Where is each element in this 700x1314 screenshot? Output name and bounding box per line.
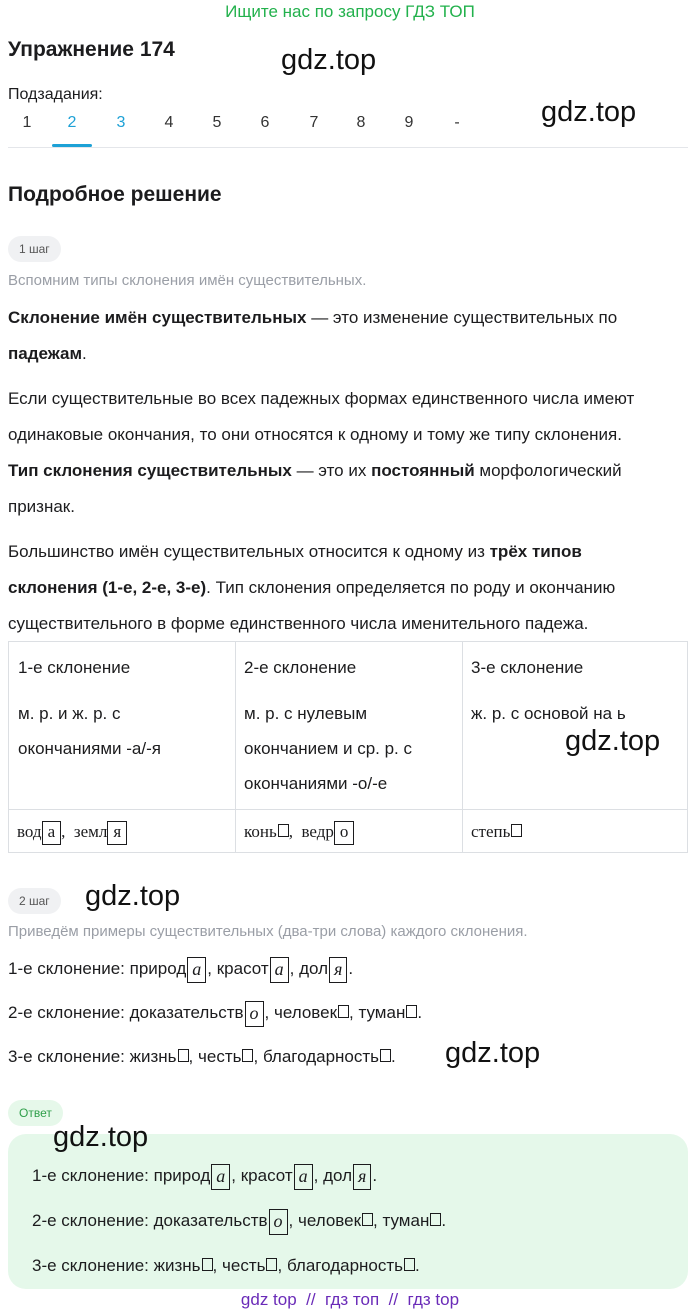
watermark: gdz.top <box>565 725 661 757</box>
step-badge: 2 шаг <box>8 888 61 914</box>
subtasks-label: Подзадания: <box>8 86 103 103</box>
answer-line-3: 3-е склонение: жизнь , честь , благодарность . <box>32 1256 420 1275</box>
footer-link[interactable]: гдз топ <box>325 1290 380 1309</box>
empty-ending-box <box>380 1049 391 1062</box>
table-example: вод а , земл я <box>17 814 127 849</box>
tab-9[interactable]: 9 <box>404 114 414 131</box>
watermark: gdz.top <box>281 44 377 76</box>
footer-link[interactable]: gdz top <box>240 1290 297 1309</box>
answer-line-2: 2-е склонение: доказательств о , человек , туман . <box>32 1208 446 1235</box>
tab-4[interactable]: 4 <box>164 114 174 131</box>
step-intro: Приведём примеры существительных (два-три слова) каждого склонения. <box>8 923 528 940</box>
term-bold: падежам <box>8 344 83 363</box>
table-header: 3-е склонение <box>471 658 584 677</box>
tab-6[interactable]: 6 <box>260 114 270 131</box>
exercise-title: Упражнение 174 <box>8 38 175 61</box>
ending-box: а <box>270 957 289 983</box>
watermark: gdz.top <box>445 1037 541 1069</box>
paragraph-line: склонения (1-е, 2-е, 3-е). Тип склонения определяется по роду и окончанию <box>8 578 616 597</box>
empty-ending-box <box>178 1049 189 1062</box>
table-cell: м. р. и ж. р. с <box>18 704 121 723</box>
footer-link[interactable]: гдз top <box>407 1290 460 1309</box>
ending-box: о <box>334 821 355 845</box>
watermark: gdz.top <box>53 1121 149 1153</box>
empty-ending-box <box>242 1049 253 1062</box>
table-cell: окончаниями -а/-я <box>18 739 161 758</box>
table-example: конь , ведр о <box>244 814 354 849</box>
empty-ending-box <box>266 1258 277 1271</box>
step-badge: 1 шаг <box>8 236 61 262</box>
ending-box: о <box>269 1209 288 1235</box>
example-line-1: 1-е склонение: природ а , красот а , дол я . <box>8 956 353 983</box>
table-cell: м. р. с нулевым <box>244 704 368 723</box>
empty-ending-box <box>278 824 289 837</box>
paragraph-line: Тип склонения существительных — это их постоянный морфологический <box>8 461 622 480</box>
paragraph-line: Если существительные во всех падежных формах единственного числа имеют <box>8 389 635 408</box>
empty-ending-box <box>406 1005 417 1018</box>
definition-line-1: Склонение имён существительных — это изменение существительных по <box>8 308 618 327</box>
answer-badge: Ответ <box>8 1100 63 1126</box>
step-intro: Вспомним типы склонения имён существительных. <box>8 272 367 289</box>
paragraph-line: одинаковые окончания, то они относятся к одному и тому же типу склонения. <box>8 425 622 444</box>
term-bold: Склонение имён существительных <box>8 308 307 327</box>
example-line-3: 3-е склонение: жизнь , честь , благодарность . <box>8 1047 396 1066</box>
empty-ending-box <box>404 1258 415 1271</box>
paragraph-line: существительного в форме единственного числа именительного падежа. <box>8 614 589 633</box>
empty-ending-box <box>362 1213 373 1226</box>
ending-box: а <box>211 1164 230 1190</box>
ending-box: а <box>42 821 62 845</box>
empty-ending-box <box>338 1005 349 1018</box>
tab-more[interactable]: - <box>454 114 460 131</box>
ending-box: а <box>294 1164 313 1190</box>
link-separator: // <box>388 1290 399 1309</box>
ending-box: я <box>353 1164 371 1190</box>
table-cell: окончаниями -о/-е <box>244 774 388 793</box>
paragraph-line: Большинство имён существительных относится к одному из трёх типов <box>8 542 582 561</box>
section-title: Подробное решение <box>8 183 222 206</box>
empty-ending-box <box>430 1213 441 1226</box>
answer-line-1: 1-е склонение: природ а , красот а , дол я . <box>32 1163 377 1190</box>
table-example: степь <box>471 814 522 849</box>
table-cell: ж. р. с основой на ь <box>471 704 626 723</box>
footer-links <box>0 1290 700 1310</box>
table-header: 2-е склонение <box>244 658 357 677</box>
ending-box: а <box>187 957 206 983</box>
tab-2[interactable]: 2 <box>67 114 77 131</box>
empty-ending-box <box>511 824 522 837</box>
watermark: gdz.top <box>541 96 637 128</box>
ending-box: о <box>245 1001 264 1027</box>
tab-1[interactable]: 1 <box>22 114 32 131</box>
ending-box: я <box>107 821 127 845</box>
definition-line-2: падежам. <box>8 344 87 363</box>
table-cell: окончанием и ср. р. с <box>244 739 413 758</box>
watermark: gdz.top <box>85 880 181 912</box>
search-banner[interactable]: Ищите нас по запросу ГДЗ ТОП <box>225 2 475 21</box>
tab-5[interactable]: 5 <box>212 114 222 131</box>
tab-7[interactable]: 7 <box>309 114 319 131</box>
table-header: 1-е склонение <box>18 658 131 677</box>
paragraph-line: признак. <box>8 497 75 516</box>
divider <box>8 147 688 148</box>
empty-ending-box <box>202 1258 213 1271</box>
link-separator: // <box>306 1290 316 1309</box>
tab-3[interactable]: 3 <box>116 114 126 131</box>
ending-box: я <box>329 957 347 983</box>
tab-8[interactable]: 8 <box>356 114 366 131</box>
example-line-2: 2-е склонение: доказательств о , человек , туман . <box>8 1000 422 1027</box>
